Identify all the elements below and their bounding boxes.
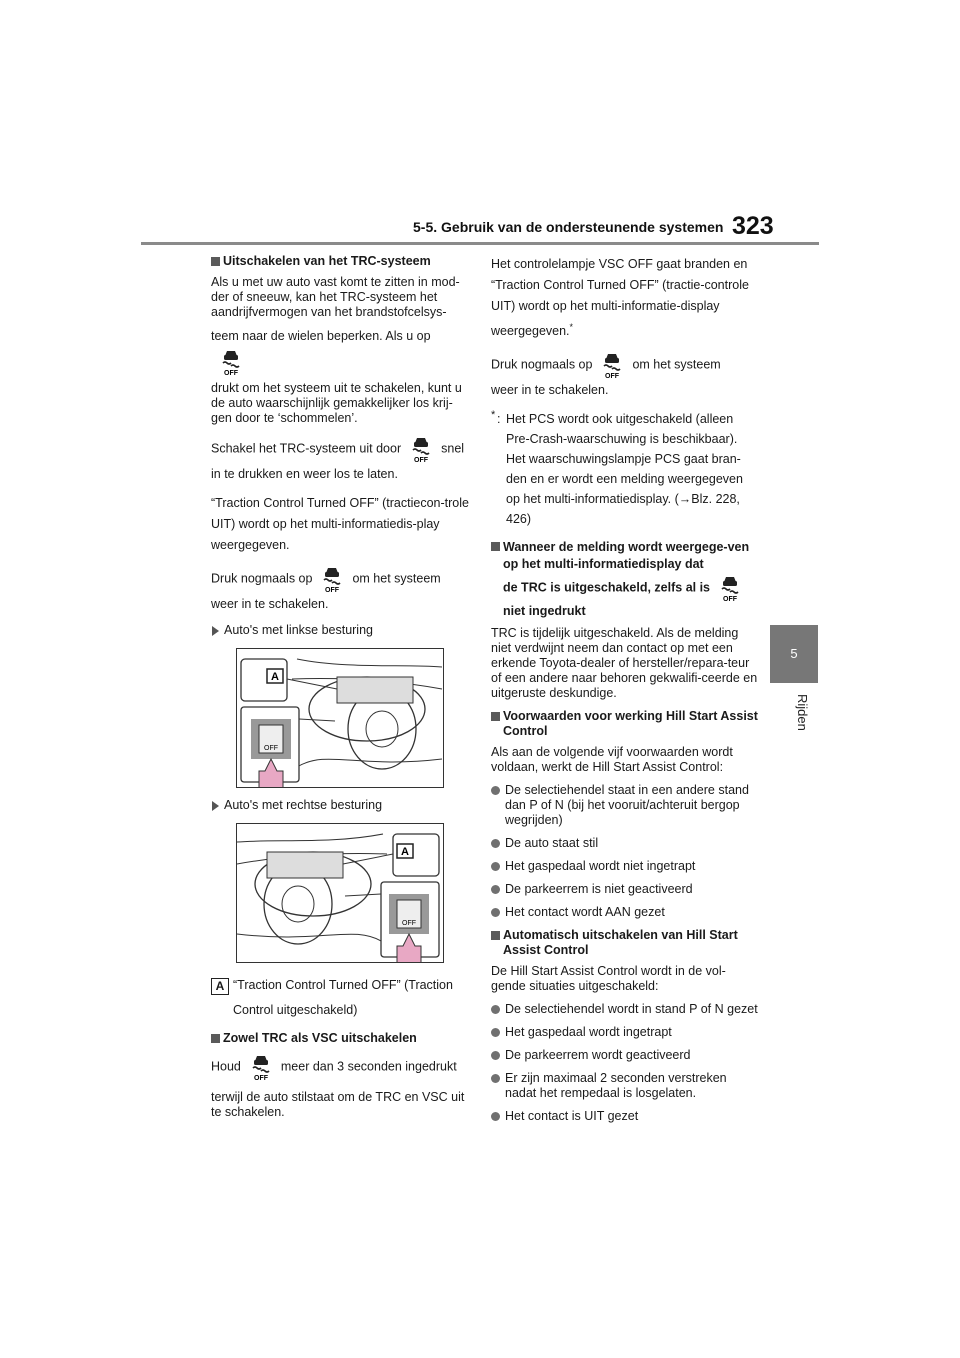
section-heading-trc-vsc-off: Zowel TRC als VSC uitschakelen — [211, 1031, 469, 1046]
chapter-tab: 5 — [770, 625, 818, 683]
triangle-bullet-icon — [212, 801, 219, 811]
bullet-dot-icon — [491, 885, 500, 894]
paragraph: TRC is tijdelijk uitgeschakeld. Als de melding niet verdwijnt neem dan contact op met een erkende Toyota-dealer of hersteller/repara-teur of een andere naar behoren gekwalifi-ceerde en uitgeruste deskundige. — [491, 626, 758, 701]
section-heading-hill-start-auto-off: Automatisch uitschakelen van Hill Start Assist Control — [491, 928, 759, 958]
section-square-icon — [491, 931, 500, 940]
section-heading-message-shown: Wanneer de melding wordt weergege-ven op het multi-informatiedisplay dat de TRC is uitgeschakeld, zelfs al is OFF niet ingedrukt — [491, 539, 759, 620]
paragraph: Het controlelampje VSC OFF gaat branden en “Traction Control Turned OFF” (tractie-controle UIT) wordt op het multi-informatie-display weergegeven.* — [491, 257, 749, 339]
svg-text:OFF: OFF — [224, 370, 238, 377]
list-item: De parkeerrem is niet geactiveerd — [491, 882, 759, 897]
dashboard-lhd-drawing — [237, 649, 443, 787]
section-heading-hill-start-conditions: Voorwaarden voor werking Hill Start Assist Control — [491, 709, 759, 739]
list-item: Er zijn maximaal 2 seconden verstreken nadat het rempedaal is losgelaten. — [491, 1071, 759, 1101]
bullet-dot-icon — [491, 862, 500, 871]
svg-text:OFF: OFF — [253, 1075, 268, 1082]
dashboard-illustration-rhd — [236, 823, 444, 963]
figure-caption-lhd: Auto's met linkse besturing — [211, 623, 469, 638]
svg-text:OFF: OFF — [264, 745, 278, 752]
paragraph: terwijl de auto stilstaat om de TRC en VSC uit te schakelen. — [211, 1090, 465, 1119]
paragraph: De Hill Start Assist Control wordt in de vol-gende situaties uitgeschakeld: — [491, 964, 726, 994]
triangle-bullet-icon — [212, 626, 219, 636]
svg-text:OFF: OFF — [402, 920, 416, 927]
svg-text:OFF: OFF — [414, 457, 429, 464]
section-heading-trc-off: Uitschakelen van het TRC-systeem — [211, 254, 469, 269]
paragraph: drukt om het systeem uit te schakelen, kunt u de auto waarschijnlijk gemakkelijker los krij-gen door te ‘schommelen’. — [211, 381, 462, 425]
bullet-dot-icon — [491, 839, 500, 848]
svg-text:OFF: OFF — [605, 373, 620, 381]
footnote-marker: * — [491, 409, 496, 422]
paragraph: Als u met uw auto vast komt te zitten in mod-der of sneeuw, kan het TRC-systeem het aandrijfvermogen van het brandstofcelsys- — [211, 275, 460, 319]
footnote: * : Het PCS wordt ook uitgeschakeld (alleen Pre-Crash-waarschuwing is beschikbaar). Het waarschuwingslampje PCS gaat bran-den en er wordt een melding weergegeven op het multi-informatiedisplay. (→Blz. 228, 426) — [491, 409, 759, 529]
bullet-dot-icon — [491, 1005, 500, 1014]
trc-off-icon — [716, 573, 744, 603]
trc-off-icon — [598, 350, 626, 380]
bullet-dot-icon — [491, 1112, 500, 1121]
trc-off-icon — [407, 434, 435, 464]
trc-off-icon — [217, 347, 245, 377]
list-item: Het gaspedaal wordt niet ingetrapt — [491, 859, 759, 874]
paragraph-with-icon: Druk nogmaals op OFF om het systeem weer in te schakelen. — [491, 350, 759, 401]
section-square-icon — [491, 542, 500, 551]
bullet-dot-icon — [491, 786, 500, 795]
paragraph-with-icon: Schakel het TRC-systeem uit door OFF snel in te drukken en weer los te laten. — [211, 434, 469, 485]
section-square-icon — [211, 1034, 220, 1043]
trc-off-icon — [247, 1052, 275, 1082]
dashboard-rhd-drawing — [237, 824, 443, 962]
bullet-dot-icon — [491, 1074, 500, 1083]
footnote-reference: * — [569, 322, 574, 332]
page-number: 323 — [732, 212, 774, 240]
chapter-label: Rijden — [795, 694, 810, 731]
list-item: De parkeerrem wordt geactiveerd — [491, 1048, 759, 1063]
paragraph: Als aan de volgende vijf voorwaarden wordt voldaan, werkt de Hill Start Assist Control: — [491, 745, 733, 775]
svg-text:A: A — [271, 671, 279, 683]
left-column — [211, 254, 469, 1128]
paragraph-with-icon: Druk nogmaals op OFF om het systeem weer in te schakelen. — [211, 564, 469, 615]
paragraph: “Traction Control Turned OFF” (tractiecon-trole UIT) wordt op het multi-informatiedis-play weergegeven. — [211, 496, 469, 552]
list-item: De auto staat stil — [491, 836, 759, 851]
section-square-icon — [491, 712, 500, 721]
trc-off-icon — [318, 564, 346, 594]
chapter-title: 5-5. Gebruik van de ondersteunende systemen — [413, 219, 724, 235]
figure-caption-rhd: Auto's met rechtse besturing — [211, 798, 469, 813]
svg-text:OFF: OFF — [723, 596, 738, 604]
callout-marker: A — [211, 978, 229, 995]
list-item: Het contact wordt AAN gezet — [491, 905, 759, 920]
bullet-dot-icon — [491, 1028, 500, 1037]
bullet-dot-icon — [491, 908, 500, 917]
list-item: Het gaspedaal wordt ingetrapt — [491, 1025, 759, 1040]
section-square-icon — [211, 257, 220, 266]
callout-legend: A “Traction Control Turned OFF” (Traction Control uitgeschakeld) — [211, 973, 469, 1023]
dashboard-illustration-lhd — [236, 648, 444, 788]
svg-text:A: A — [401, 846, 409, 858]
list-item: De selectiehendel wordt in stand P of N gezet — [491, 1002, 759, 1017]
svg-text:OFF: OFF — [325, 587, 340, 594]
list-item: De selectiehendel staat in een andere stand dan P of N (bij het vooruit/achteruit bergop wegrijden) — [491, 783, 759, 828]
list-item: Het contact is UIT gezet — [491, 1109, 759, 1124]
bullet-dot-icon — [491, 1051, 500, 1060]
paragraph-with-icon: Houd OFF meer dan 3 seconden ingedrukt — [211, 1052, 469, 1082]
paragraph-with-icon: teem naar de wielen beperken. Als u op OFF — [211, 329, 431, 377]
right-column — [491, 254, 759, 1132]
header-divider — [141, 242, 819, 245]
